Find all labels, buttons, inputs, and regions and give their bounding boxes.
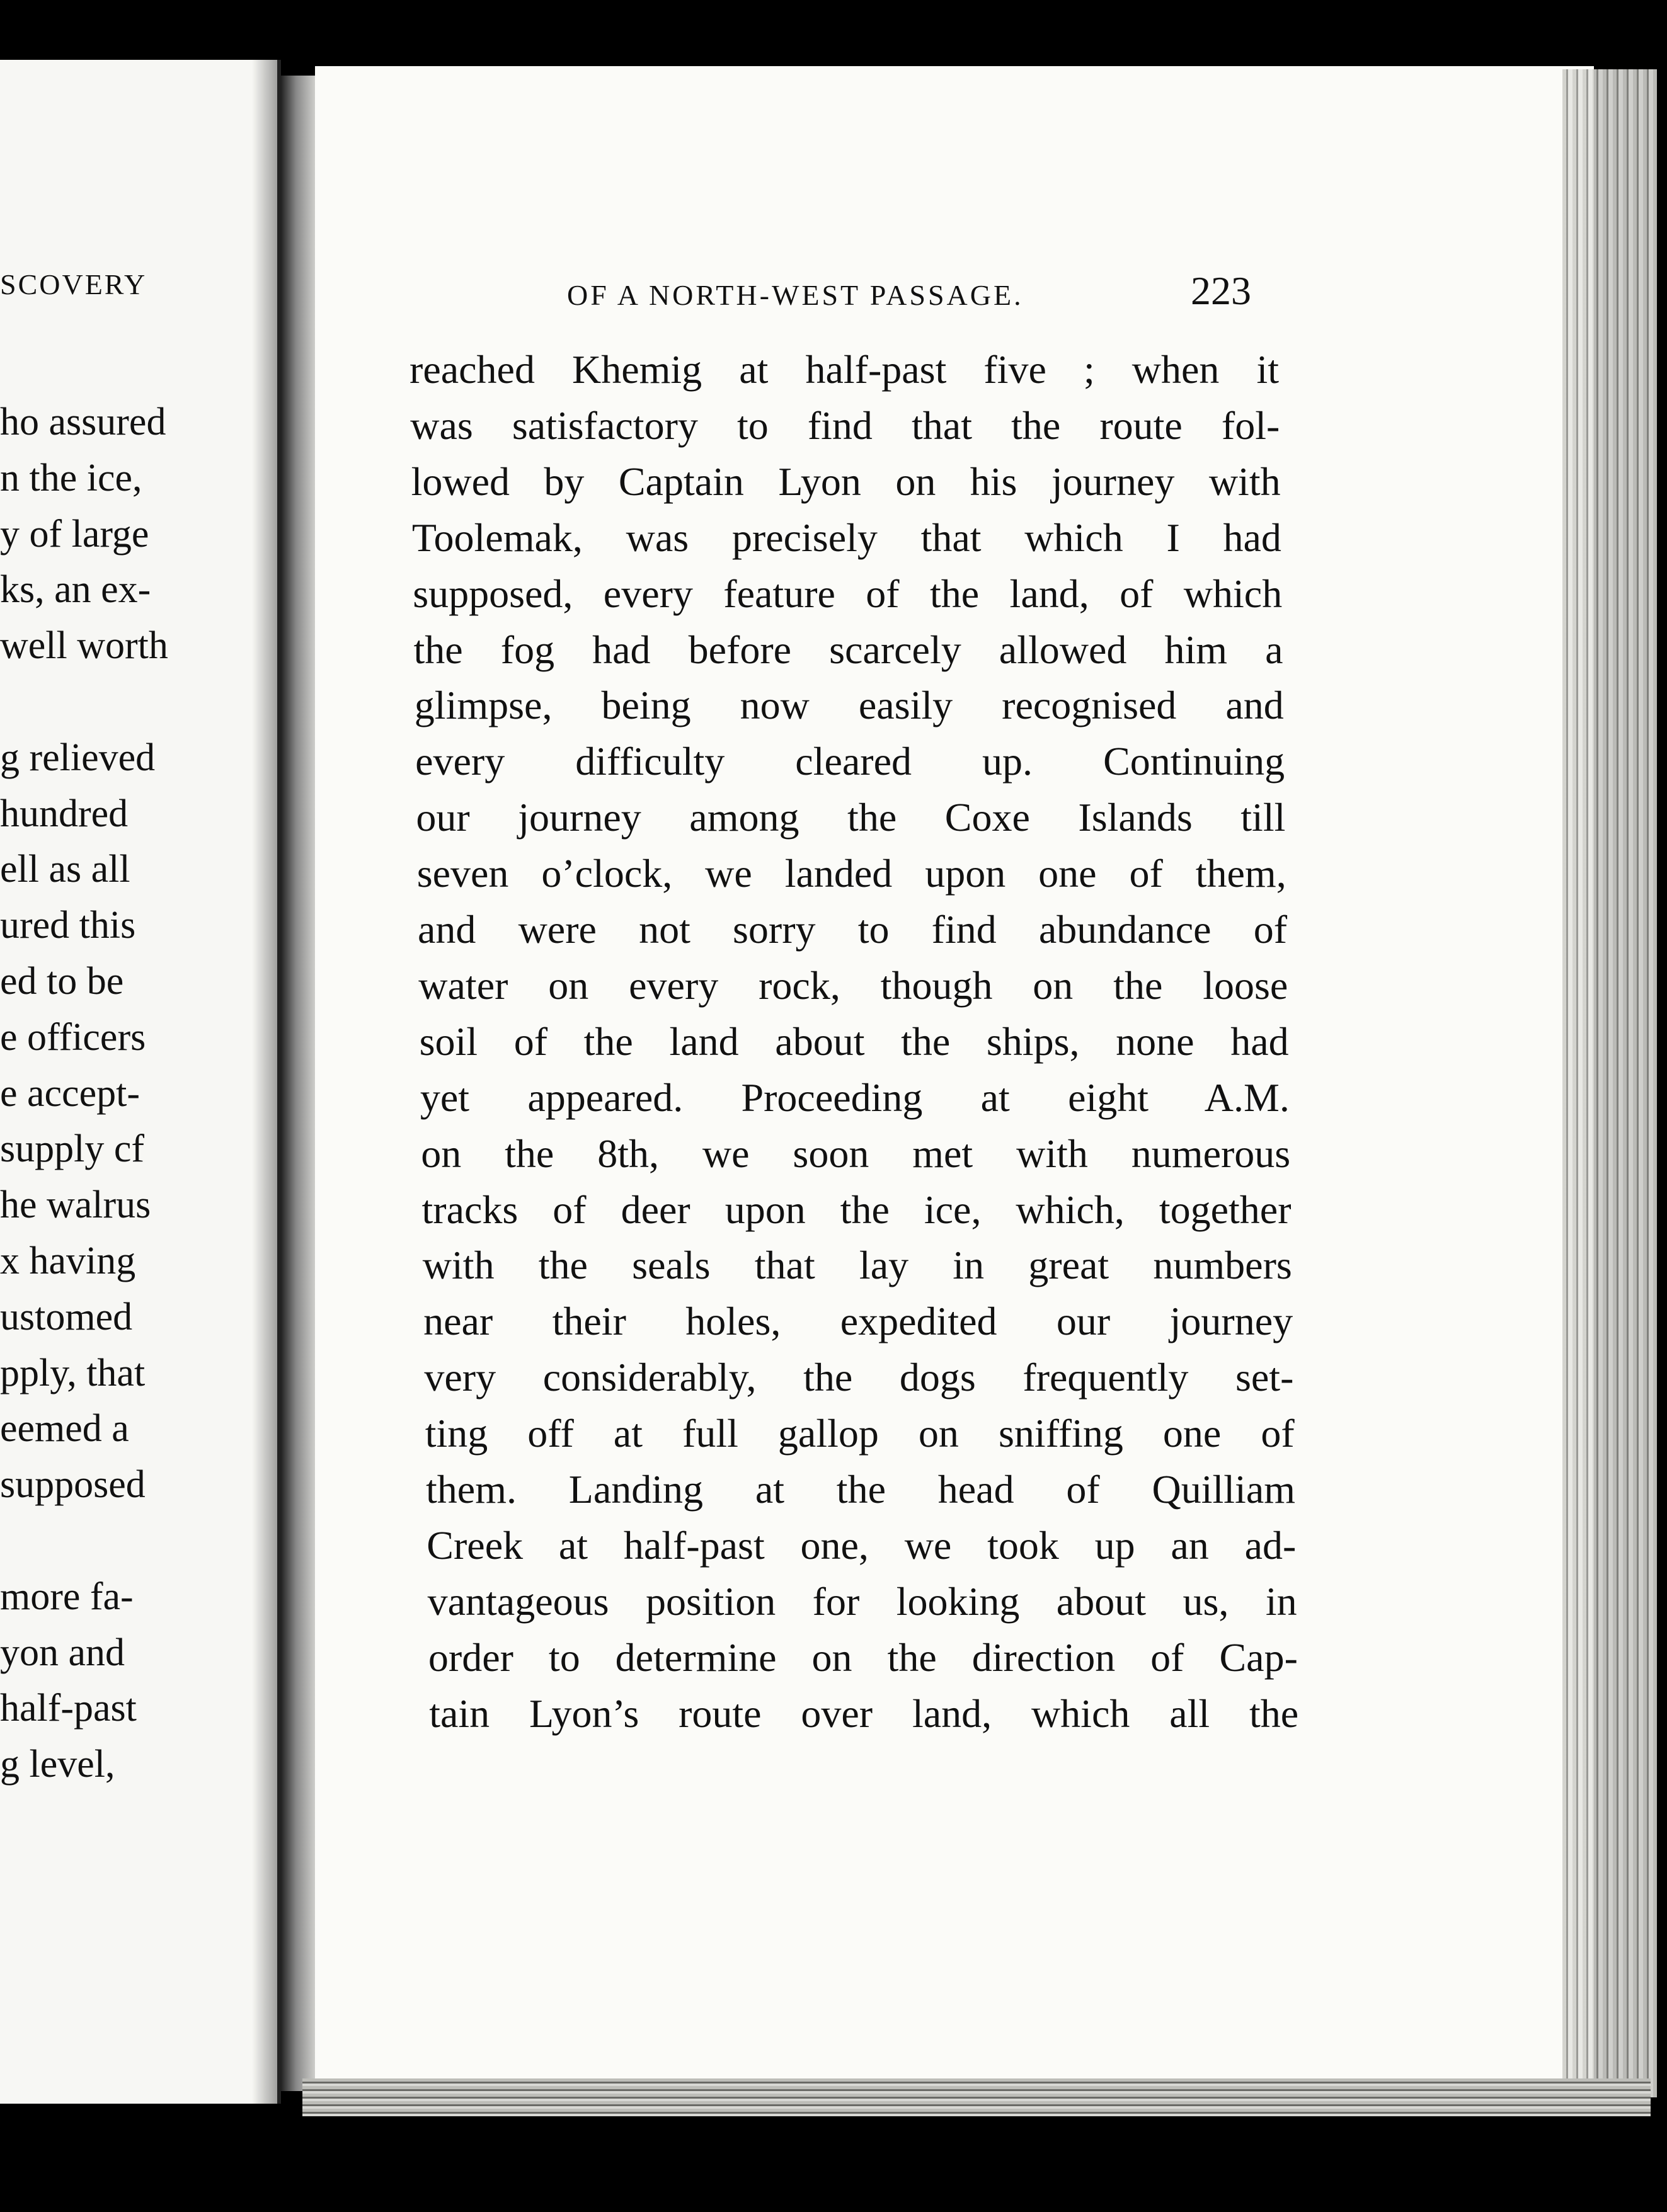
body-text-line: soil of the land about the ships, none had bbox=[419, 1018, 1289, 1064]
body-text-line: yet appeared. Proceeding at eight A.M. bbox=[420, 1075, 1290, 1120]
left-page bbox=[0, 60, 281, 2104]
left-text-line: well worth bbox=[0, 624, 168, 668]
left-text-line: y of large bbox=[0, 512, 149, 556]
body-text-line: was satisfactory to find that the route fol- bbox=[410, 402, 1280, 448]
body-text-line: Toolemak, was precisely that which I had bbox=[411, 515, 1281, 560]
left-text-line: e officers bbox=[0, 1015, 146, 1059]
left-text-line: ured this bbox=[0, 904, 136, 947]
body-text-line: glimpse, being now easily recognised and bbox=[414, 683, 1284, 728]
running-head: OF A NORTH-WEST PASSAGE. bbox=[567, 279, 1024, 311]
body-text-line: seven o’clock, we landed upon one of them, bbox=[416, 851, 1286, 896]
body-text-line: our journey among the Coxe Islands till bbox=[416, 795, 1286, 840]
body-text-line: on the 8th, we soon met with numerous bbox=[421, 1131, 1291, 1176]
left-text-line: g relieved bbox=[0, 736, 156, 779]
body-text-line: with the seals that lay in great numbers bbox=[422, 1243, 1292, 1288]
left-text-line: supposed bbox=[0, 1463, 146, 1507]
body-text-line: tracks of deer upon the ice, which, together bbox=[421, 1187, 1292, 1232]
body-text-line: supposed, every feature of the land, of which bbox=[413, 571, 1283, 616]
left-text-line: supply cf bbox=[0, 1127, 145, 1171]
body-text-line: them. Landing at the head of Quilliam bbox=[426, 1467, 1295, 1512]
body-text-line: order to determine on the direction of Cap- bbox=[428, 1634, 1298, 1680]
left-text-line: ustomed bbox=[0, 1295, 133, 1338]
left-text-line: more fa- bbox=[0, 1575, 134, 1618]
page-edges-right bbox=[1562, 69, 1657, 2097]
left-text-line: ks, an ex- bbox=[0, 568, 151, 612]
left-text-line: he walrus bbox=[0, 1183, 151, 1227]
left-text-line: g level, bbox=[0, 1743, 115, 1786]
page-edges-bottom bbox=[302, 2078, 1651, 2116]
left-text-line: x having bbox=[0, 1240, 136, 1282]
left-text-line: eemed a bbox=[0, 1407, 129, 1451]
body-text-line: Creek at half-past one, we took up an ad- bbox=[427, 1522, 1297, 1568]
page-number: 223 bbox=[1191, 268, 1251, 313]
left-text-line: half-past bbox=[0, 1687, 137, 1730]
book-gutter bbox=[281, 76, 319, 2091]
left-text-line: n the ice, bbox=[0, 456, 142, 499]
body-text-line: reached Khemig at half-past five ; when it bbox=[410, 347, 1279, 392]
left-text-line: hundred bbox=[0, 792, 129, 835]
left-text-line: pply, that bbox=[0, 1351, 146, 1394]
body-text-line: near their holes, expedited our journey bbox=[423, 1299, 1293, 1344]
body-text-line: lowed by Captain Lyon on his journey with bbox=[411, 459, 1281, 504]
left-text-line: e accept- bbox=[0, 1071, 140, 1115]
left-text-line: ell as all bbox=[0, 848, 130, 891]
left-text-line: ed to be bbox=[0, 960, 124, 1003]
body-text-line: and were not sorry to find abundance of bbox=[418, 907, 1287, 952]
body-text-line: water on every rock, though on the loose bbox=[418, 962, 1288, 1008]
body-text-line: the fog had before scarcely allowed him a bbox=[413, 627, 1283, 672]
body-text-line: very considerably, the dogs frequently set- bbox=[424, 1355, 1294, 1400]
body-text-line: vantageous position for looking about us, in bbox=[427, 1578, 1297, 1624]
left-running-head: SCOVERY bbox=[0, 268, 147, 300]
body-text-line: ting off at full gallop on sniffing one of bbox=[425, 1411, 1295, 1456]
body-text-line: tain Lyon’s route over land, which all the bbox=[429, 1690, 1299, 1736]
body-text-line: every difficulty cleared up. Continuing bbox=[415, 739, 1285, 784]
left-text-line: yon and bbox=[0, 1631, 125, 1674]
left-text-line: ho assured bbox=[0, 401, 166, 443]
